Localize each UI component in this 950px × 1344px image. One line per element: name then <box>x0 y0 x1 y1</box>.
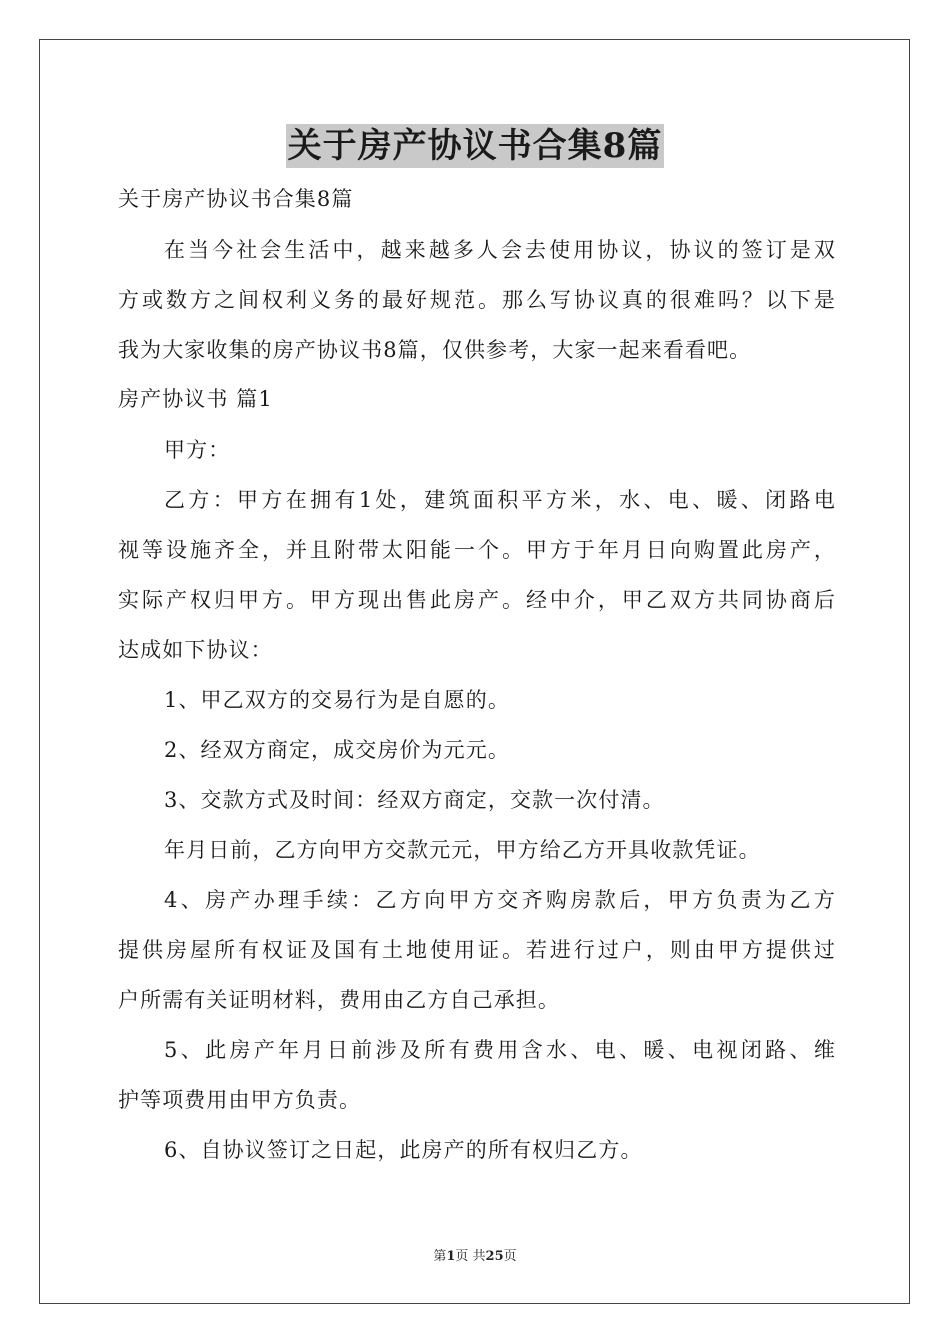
paragraph-line: 我为大家收集的房产协议书8篇，仅供参考，大家一起来看看吧。 <box>118 338 752 362</box>
clause-line: 6、自协议签订之日起，此房产的所有权归乙方。 <box>164 1138 643 1162</box>
clause-line: 4、房产办理手续：乙方向甲方交齐购房款后，甲方负责为乙方 <box>164 888 836 912</box>
page-mid: 页 共 <box>455 1249 486 1264</box>
clause-line: 2、经双方商定，成交房价为元元。 <box>164 738 510 762</box>
document-subtitle: 关于房产协议书合集8篇 <box>118 187 354 211</box>
paragraph-line: 在当今社会生活中，越来越多人会去使用协议，协议的签订是双 <box>164 238 836 262</box>
paragraph-line: 方或数方之间权利义务的最好规范。那么写协议真的很难吗？以下是 <box>118 288 836 312</box>
current-page-number: 1 <box>446 1249 456 1264</box>
paragraph-line: 实际产权归甲方。甲方现出售此房产。经中介，甲乙双方共同协商后 <box>118 588 836 612</box>
clause-line: 3、交款方式及时间：经双方商定，交款一次付清。 <box>164 788 665 812</box>
clause-line: 年月日前，乙方向甲方交款元元，甲方给乙方开具收款凭证。 <box>164 838 761 862</box>
clause-line: 5、此房产年月日前涉及所有费用含水、电、暖、电视闭路、维 <box>164 1038 836 1062</box>
clause-line: 户所需有关证明材料，费用由乙方自己承担。 <box>118 988 560 1012</box>
paragraph-line: 达成如下协议： <box>118 638 273 662</box>
document-title: 关于房产协议书合集8篇 <box>287 126 663 166</box>
paragraph-line: 视等设施齐全，并且附带太阳能一个。甲方于年月日向购置此房产， <box>118 538 836 562</box>
clause-line: 提供房屋所有权证及国有土地使用证。若进行过户，则由甲方提供过 <box>118 938 836 962</box>
title-area <box>0 124 950 168</box>
page-border <box>39 39 910 1304</box>
section-heading: 房产协议书 篇1 <box>118 387 273 411</box>
page-prefix: 第 <box>433 1249 447 1264</box>
page-suffix: 页 <box>503 1249 517 1264</box>
clause-line: 1、甲乙双方的交易行为是自愿的。 <box>164 688 510 712</box>
paragraph-line: 甲方： <box>164 438 231 462</box>
paragraph-line: 乙方：甲方在拥有1处，建筑面积平方米，水、电、暖、闭路电 <box>164 488 836 512</box>
total-page-count: 25 <box>485 1249 504 1264</box>
page-footer <box>0 1248 950 1266</box>
clause-line: 护等项费用由甲方负责。 <box>118 1088 362 1112</box>
